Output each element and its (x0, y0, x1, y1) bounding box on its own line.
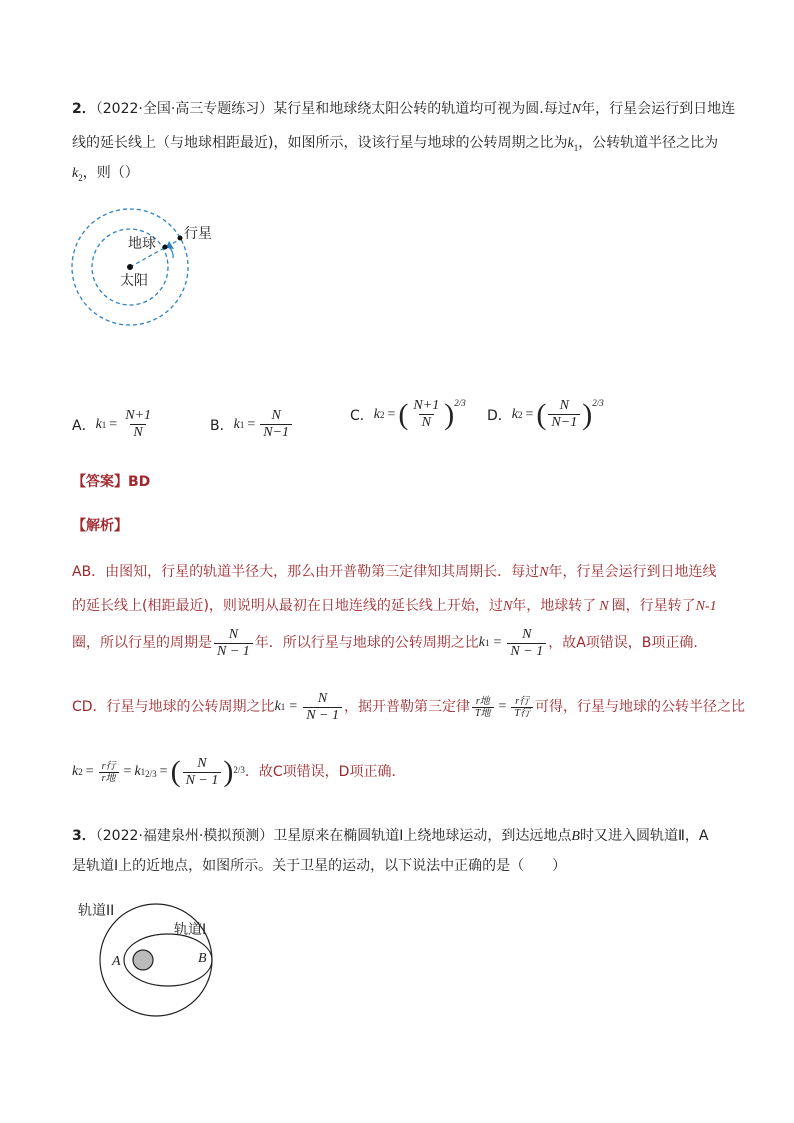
option-a-label: A． (72, 417, 96, 434)
sub-1: 1 (140, 767, 146, 777)
T-planet: T行 (511, 707, 533, 719)
r-planet: r行 (515, 695, 530, 707)
analysis-text: 圈，行星转了 (611, 598, 696, 614)
exponent: 2/3 (145, 769, 157, 779)
q2-stem-line1 (72, 99, 735, 120)
sun-dot (127, 264, 133, 270)
right-paren: ) (223, 755, 234, 788)
option-d-label: D． (487, 407, 512, 424)
option-a-sub: 1 (101, 419, 107, 430)
option-d-var: k (511, 406, 518, 422)
orbit2-label: 轨道II (78, 903, 115, 919)
analysis-text: 圈，所以行星的周期是 (72, 635, 212, 651)
analysis-ab-line2 (72, 596, 717, 617)
option-c-var: k (373, 406, 380, 422)
point-b-label: B (198, 951, 207, 966)
option-d-den: N−1 (548, 414, 580, 431)
r-earth: r地 (475, 695, 490, 707)
option-b-sub: 1 (239, 419, 245, 430)
ratio-fraction (507, 627, 546, 660)
option-c-num: N+1 (413, 398, 440, 413)
left-paren: ( (398, 397, 409, 431)
option-a-var: k (95, 416, 102, 432)
frac-num: N (228, 626, 239, 642)
option-b-var: k (233, 416, 240, 432)
frac-num: N (197, 755, 207, 771)
answer: 【答案】BD (72, 474, 151, 490)
option-a-den: N (130, 424, 145, 441)
analysis-text: ，故A项错误，B项正确． (548, 635, 708, 651)
var-k1: k (134, 764, 141, 779)
analysis-text: 年，行星会运行到日地连线 (548, 564, 717, 580)
option-c-eq: = (387, 406, 396, 422)
analysis-ab-line3: 圈，所以行星的周期是 $\frac{N}{N - 1}$ 年．所以行星与地球的公转周期之比 k 1 = $\frac{N}{N - 1}$ ，故A项错误，B项正确． (72, 624, 707, 662)
earth-circle (133, 950, 153, 970)
q2-stem-text: 某行星和地球绕太阳公转的轨道均可视为圆.每过 (273, 101, 572, 117)
sub-1: 1 (573, 142, 579, 153)
var-k2: k (72, 764, 79, 779)
option-b-fraction (260, 408, 292, 441)
analysis-cd-line2: k 2 = $\frac{\text{r行}}{\text{r地}}$ = k 1 2/3 = ( $\frac{N}{N - 1}$ ) 2/3 ．故C项错误，D项正确． (72, 748, 405, 796)
analysis-cd-line1: CD．行星与地球的公转周期之比 k 1 = $\frac{N}{N - 1}$ ，据开普勒第三定律 $\frac{\text{r地}}{\text{T地}}$ = $\frac{\text{r行}}{\text{T行}}$ 可得，行星与地球的公转半径之比 (72, 688, 745, 726)
ratio-fraction (303, 691, 342, 724)
analysis-text: 年．所以行星与地球的公转周期之比 (254, 635, 479, 651)
frac-num: N (317, 690, 328, 706)
radius-ratio (99, 761, 119, 784)
option-c-label: C． (350, 407, 374, 424)
sub-2: 2 (78, 767, 83, 777)
var-N: N (571, 102, 582, 117)
option-d-sub: 2 (518, 409, 523, 420)
frac-den: N − 1 (214, 643, 253, 660)
satellite-orbit-figure (70, 898, 230, 1028)
q2-stem-text: 年，行星会运行到日地连 (581, 101, 736, 117)
var-N-1: N-1 (695, 599, 717, 614)
option-b-label: B． (210, 417, 234, 434)
var-N: N (539, 565, 549, 580)
period-fraction (214, 627, 253, 660)
orbit1-label: 轨道I (174, 922, 207, 938)
q2-stem-text: 线的延长线上（与地球相距最近)，如图所示，设该行星与地球的公转周期之比为 (72, 135, 568, 151)
earth-dot (163, 245, 168, 250)
final-fraction (183, 756, 222, 789)
kepler-lhs (472, 696, 494, 719)
q3-stem-line2: 是轨道Ⅰ上的近地点，如图所示。关于卫星的运动，以下说法中正确的是（ ） (72, 858, 567, 874)
option-d-fraction (548, 398, 580, 431)
kepler-rhs (511, 696, 533, 719)
q2-stem-text: ，则（） (82, 165, 139, 181)
option-b-num: N (271, 408, 281, 423)
sub-1: 1 (280, 702, 286, 712)
option-c-sub: 2 (380, 409, 385, 420)
var-k2: k (72, 166, 79, 181)
orbit-figure (70, 205, 230, 330)
q2-stem-line2 (72, 133, 718, 158)
q3-number: 3． (72, 828, 96, 844)
analysis-heading: 【解析】 (72, 518, 128, 534)
analysis-text: 可得，行星与地球的公转半径之比 (535, 699, 746, 715)
option-a-fraction (122, 408, 154, 441)
planet-dot (178, 236, 183, 241)
sun-label: 太阳 (120, 273, 148, 289)
exponent: 2/3 (233, 765, 245, 775)
planet-label: 行星 (184, 226, 212, 242)
sub-1: 1 (485, 638, 490, 648)
var-B: B (571, 829, 580, 844)
option-c-exp: 2/3 (454, 398, 466, 408)
left-paren: ( (536, 397, 547, 431)
r-earth: r地 (99, 772, 119, 784)
left-paren: ( (170, 755, 181, 788)
q2-source: （2022·全国·高三专题练习） (95, 101, 274, 117)
option-c-fraction (410, 398, 442, 431)
var-k1: k (478, 635, 486, 650)
option-b[interactable] (210, 408, 294, 441)
frac-num: N (522, 626, 532, 642)
option-a-num: N+1 (125, 408, 151, 423)
frac-den: N − 1 (507, 643, 546, 660)
q2-number: 2． (72, 101, 96, 117)
frac-den: N − 1 (303, 707, 342, 724)
option-b-den: N−1 (260, 424, 292, 441)
var-N: N (502, 599, 513, 614)
var-N: N (599, 599, 609, 614)
right-paren: ) (444, 397, 455, 431)
q3-stem-text: 卫星原来在椭圆轨道Ⅰ上绕地球运动，到达远地点 (273, 828, 572, 844)
analysis-text: 年，地球转了 (512, 598, 597, 614)
var-k1: k (567, 136, 574, 151)
option-d-exp: 2/3 (592, 398, 604, 408)
analysis-text: 的延长线上(相距最近)，则说明从最初在日地连线的延长线上开始，过 (72, 598, 503, 614)
analysis-ab-line1 (72, 562, 717, 583)
sub-2: 2 (78, 172, 83, 183)
analysis-text: ．故C项错误，D项正确． (244, 764, 406, 780)
var-k1: k (274, 699, 281, 714)
option-c-den: N (419, 414, 434, 431)
analysis-text: AB．由图知，行星的轨道半径大，那么由开普勒第三定律知其周期长．每过 (72, 564, 540, 580)
frac-den: N − 1 (183, 772, 222, 789)
option-a-eq: = (109, 416, 118, 432)
option-d[interactable] (487, 398, 604, 431)
option-c[interactable] (350, 398, 466, 431)
analysis-text: ，据开普勒第三定律 (343, 699, 470, 715)
q2-stem-text: ，公转轨道半径之比为 (578, 135, 719, 151)
T-earth: T地 (472, 707, 494, 719)
analysis-text: CD．行星与地球的公转周期之比 (72, 699, 275, 715)
option-a[interactable] (72, 408, 156, 441)
option-d-eq: = (525, 406, 534, 422)
r-planet: r行 (101, 760, 116, 772)
right-paren: ) (582, 397, 593, 431)
q3-stem-line1 (72, 826, 708, 847)
earth-label: 地球 (128, 236, 156, 252)
q2-stem-line3 (72, 163, 139, 188)
q3-source: （2022·福建泉州·模拟预测） (95, 828, 274, 844)
q3-stem-text: 时又进入圆轨道Ⅱ，A (579, 828, 709, 844)
option-b-eq: = (247, 416, 256, 432)
option-d-num: N (559, 398, 569, 413)
point-a-label: A (112, 954, 121, 969)
